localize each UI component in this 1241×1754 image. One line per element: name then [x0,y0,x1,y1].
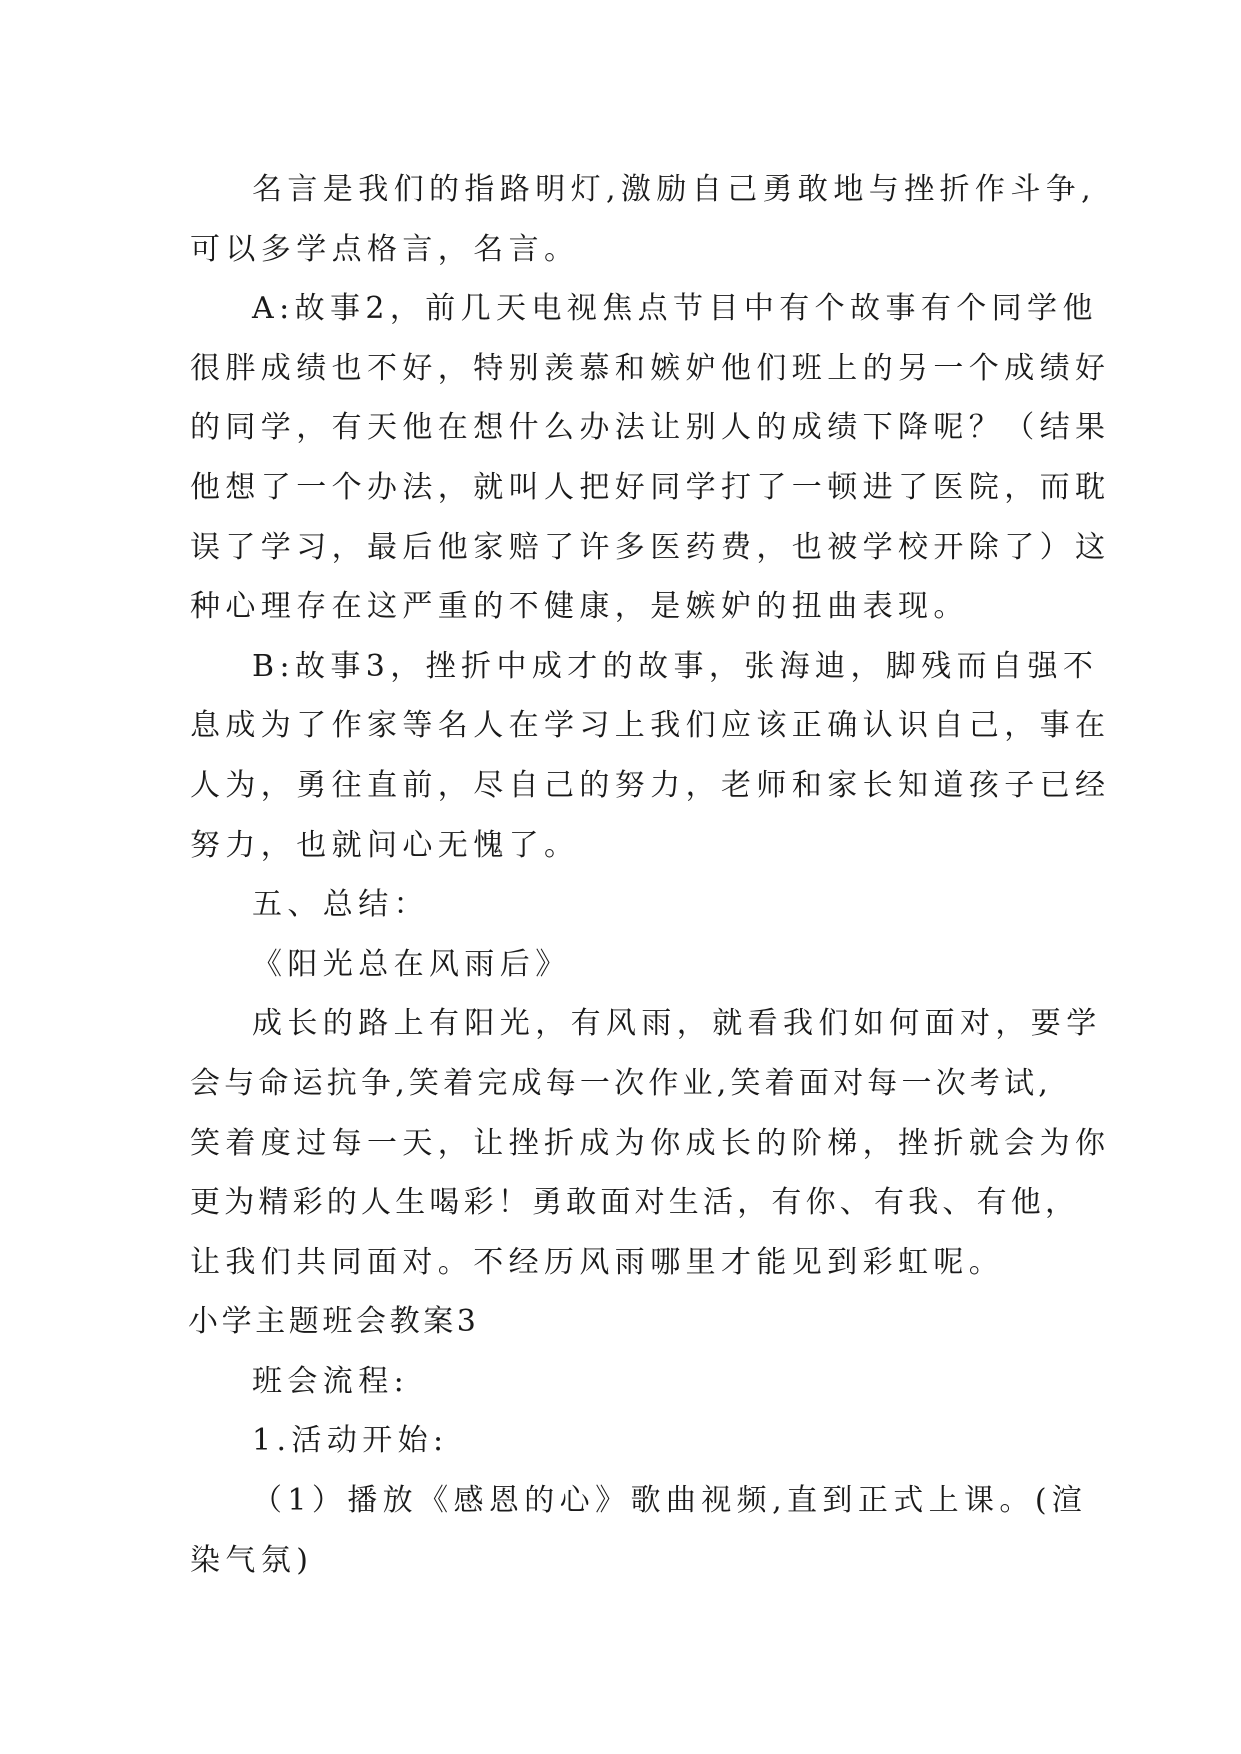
paragraph-line: 让我们共同面对。不经历风雨哪里才能见到彩虹呢。 [190,1244,1005,1280]
paragraph-line: A:故事2，前几天电视焦点节目中有个故事有个同学他 [252,291,1098,327]
paragraph-line: 成长的路上有阳光，有风雨，就看我们如何面对，要学 [252,1006,1102,1042]
paragraph-line: B:故事3，挫折中成才的故事，张海迪，脚残而自强不 [252,648,1099,684]
paragraph-line: 种心理存在这严重的不健康，是嫉妒的扭曲表现。 [190,589,969,625]
paragraph-line: 误了学习，最后他家赔了许多医药费，也被学校开除了）这 [190,529,1111,565]
list-item: 1.活动开始: [252,1423,449,1459]
paragraph-line: 可以多学点格言，名言。 [190,231,580,267]
lesson-plan-title: 小学主题班会教案3 [188,1304,480,1340]
paragraph-line: 笑着度过每一天，让挫折成为你成长的阶梯，挫折就会为你 [190,1125,1111,1161]
paragraph-line: 努力，也就问心无愧了。 [190,827,580,863]
paragraph-line: 会与命运抗争,笑着完成每一次作业,笑着面对每一次考试, [190,1065,1053,1101]
paragraph-line: 人为，勇往直前，尽自己的努力，老师和家长知道孩子已经 [190,767,1111,803]
section-heading: 五、总结： [252,887,429,923]
paragraph-line: 名言是我们的指路明灯,激励自己勇敢地与挫折作斗争, [252,172,1097,207]
list-item: （1）播放《感恩的心》歌曲视频,直到正式上课。(渲 [252,1483,1088,1519]
paragraph-line: 的同学，有天他在想什么办法让别人的成绩下降呢？（结果 [190,410,1111,446]
paragraph-line: 很胖成绩也不好，特别羡慕和嫉妒他们班上的另一个成绩好 [190,350,1111,386]
song-title: 《阳光总在风雨后》 [252,946,571,982]
document-body [188,160,1111,1590]
section-heading: 班会流程: [252,1363,410,1399]
paragraph-line: 他想了一个办法，就叫人把好同学打了一顿进了医院，而耽 [190,469,1111,505]
paragraph-line: 更为精彩的人生喝彩！勇敢面对生活，有你、有我、有他， [190,1185,1080,1221]
paragraph-line: 息成为了作家等名人在学习上我们应该正确认识自己，事在 [190,708,1111,744]
paragraph-line: 染气氛) [190,1542,314,1578]
